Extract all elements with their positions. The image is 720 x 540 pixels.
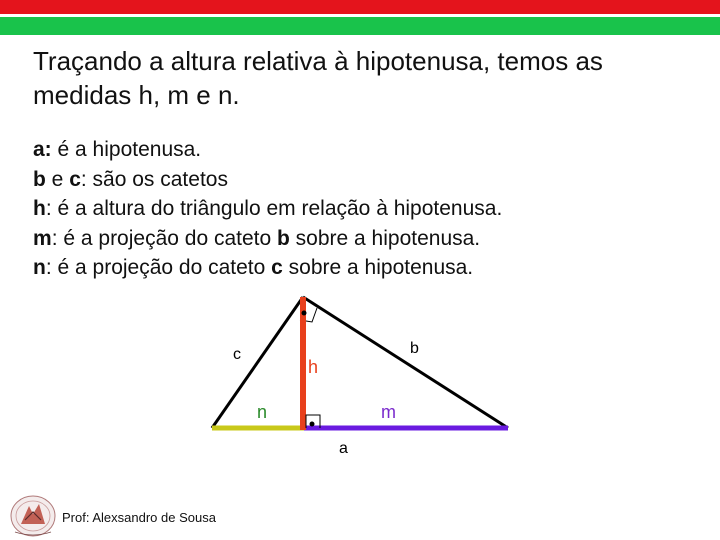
term-b: b [33,167,46,191]
label-b: b [410,340,419,357]
term-m: m [33,226,52,250]
label-h: h [308,357,319,377]
definition-b-c-connector: e [45,167,70,191]
foot-angle-dot [310,422,315,427]
slide-heading: Traçando a altura relativa à hipotenusa, temos as medidas h, m e n. [33,46,603,110]
term-c: c [69,167,81,191]
term-h: h [33,197,46,220]
definition-n-text: : é a projeção do cateto [45,256,272,279]
label-m: m [381,402,396,422]
term-a: a: [33,138,52,161]
top-angle-dot [302,311,307,316]
term-m-cateto: b [277,226,290,250]
definition-a-text: é a hipotenusa. [51,138,202,161]
label-c: c [233,346,241,363]
definition-n-text-end: sobre a hipotenusa. [282,256,474,279]
school-logo [9,494,57,538]
footer-credit: Prof: Alexsandro de Sousa [62,510,216,525]
definition-b-c-text: : são os catetos [80,167,228,191]
definition-h-text: : é a altura do triângulo em relação à hipotenusa. [45,197,503,220]
definition-m-text: : é a projeção do cateto [51,226,278,250]
label-n: n [257,402,268,422]
term-n: n [33,256,46,279]
definition-m-text-end: sobre a hipotenusa. [289,226,481,250]
cateto-b-line [303,297,508,428]
term-n-cateto: c [271,256,283,279]
label-a: a [339,440,348,457]
